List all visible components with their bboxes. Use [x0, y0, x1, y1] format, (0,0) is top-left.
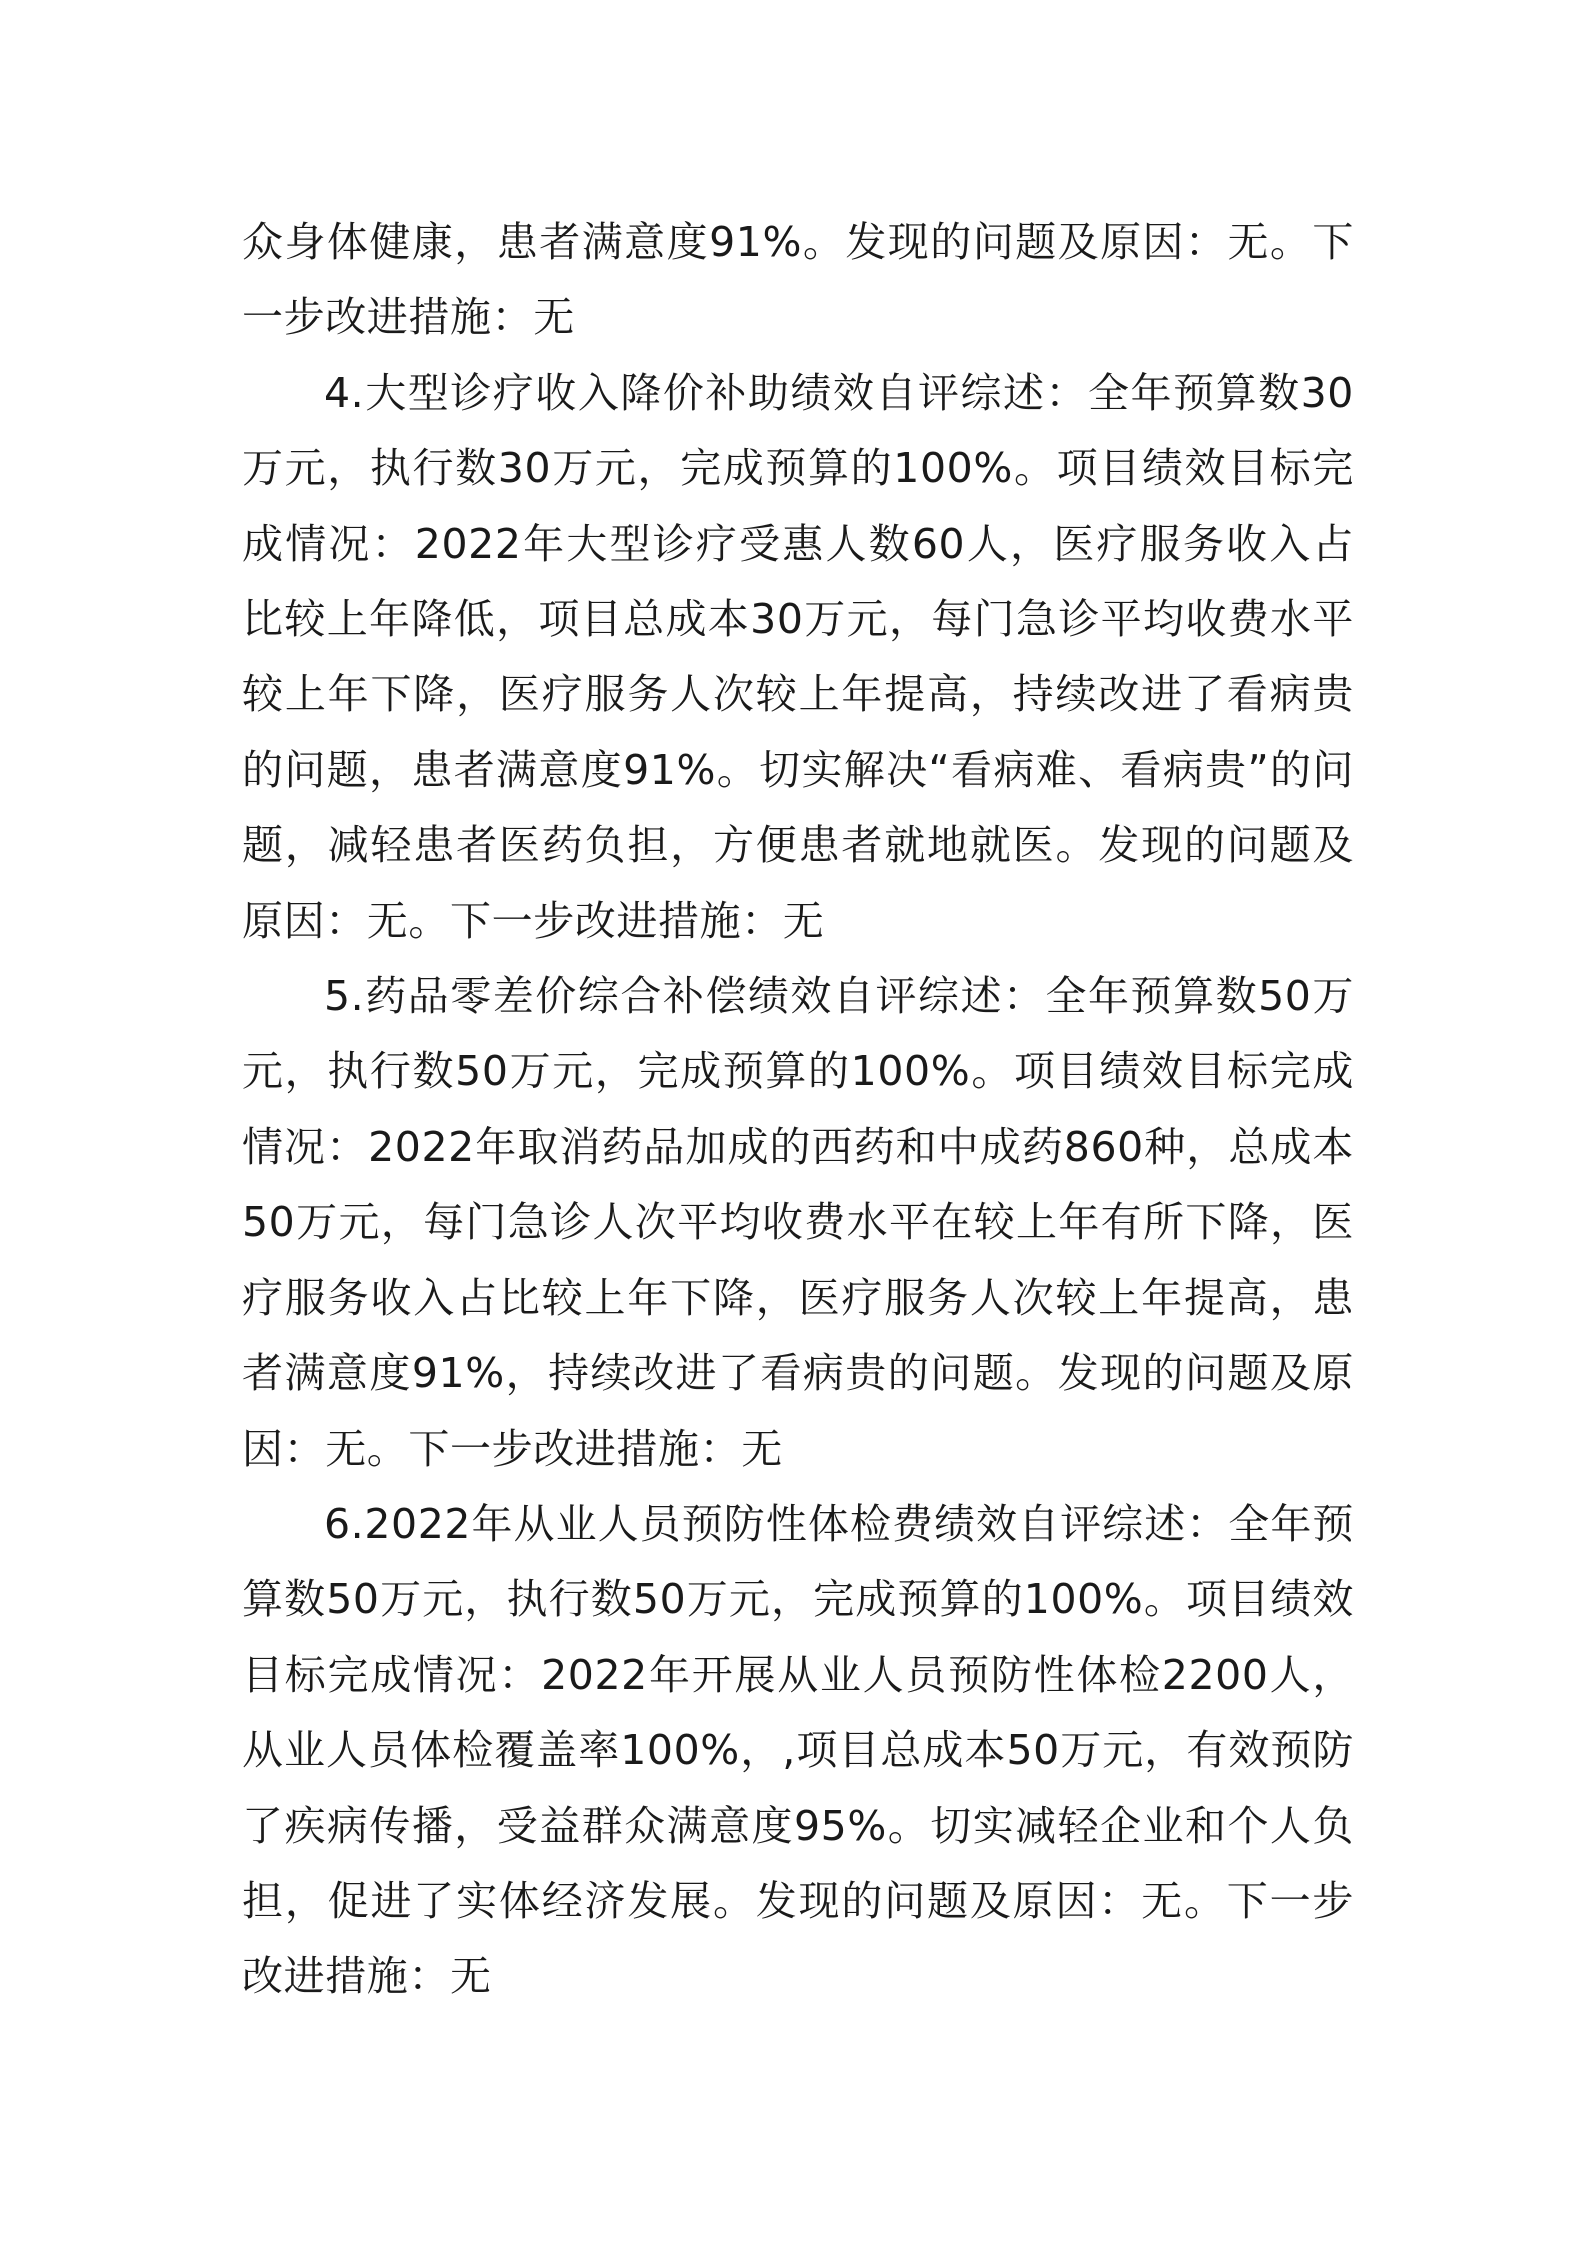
- paragraph-item-6: 6.2022年从业人员预防性体检费绩效自评综述：全年预算数50万元，执行数50万元，完成预算的100%。项目绩效目标完成情况：2022年开展从业人员预防性体检2200人，从业人员体检覆盖率100%，,项目总成本50万元，有效预防了疾病传播，受益群众满意度95%。切实减轻企业和个人负担，促进了实体经济发展。发现的问题及原因：无。下一步改进措施：无: [242, 1499, 1354, 2001]
- paragraph-continuation: 众身体健康，患者满意度91%。发现的问题及原因：无。下一步改进措施：无: [242, 218, 1354, 342]
- paragraph-item-5: 5.药品零差价综合补偿绩效自评综述：全年预算数50万元，执行数50万元，完成预算的100%。项目绩效目标完成情况：2022年取消药品加成的西药和中成药860种，总成本50万元，每门急诊人次平均收费水平在较上年有所下降，医疗服务收入占比较上年下降，医疗服务人次较上年提高，患者满意度91%，持续改进了看病贵的问题。发现的问题及原因：无。下一步改进措施：无: [242, 972, 1354, 1473]
- paragraph-item-4: 4.大型诊疗收入降价补助绩效自评综述：全年预算数30万元，执行数30万元，完成预算的100%。项目绩效目标完成情况：2022年大型诊疗受惠人数60人，医疗服务收入占比较上年降低，项目总成本30万元，每门急诊平均收费水平较上年下降，医疗服务人次较上年提高，持续改进了看病贵的问题，患者满意度91%。切实解决“看病难、看病贵”的问题，减轻患者医药负担，方便患者就地就医。发现的问题及原因：无。下一步改进措施：无: [242, 368, 1354, 945]
- document-body: [242, 205, 1354, 2015]
